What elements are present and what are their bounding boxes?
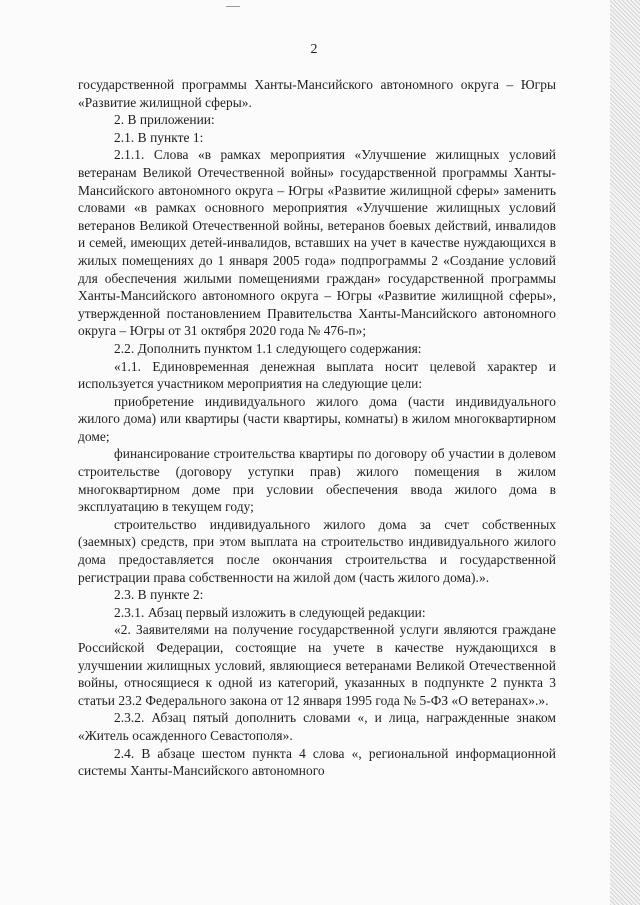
- paragraph-applicants: «2. Заявителями на получение государственной услуги являются граждане Российской Федерации, состоящие на учете в качестве нуждающихся в улучшении жилищных условий, являющиеся ветеранами Великой Отечественной войны, относящиеся к одной из категорий, указанных в подпункте 2 пункта 3 статьи 23.2 Федерального закона от 12 января 1995 года № 5-ФЗ «О ветеранах».».: [78, 622, 556, 708]
- paragraph-2-3-2: 2.3.2. Абзац пятый дополнить словами «, и лица, награжденные знаком «Житель осажденного Севастополя».: [78, 710, 556, 743]
- paragraph-1-1-quote: «1.1. Единовременная денежная выплата носит целевой характер и используется участником мероприятия на следующие цели:: [78, 358, 556, 392]
- paragraph-2-3: 2.3. В пункте 2:: [114, 587, 204, 603]
- paragraph-2-1-1: 2.1.1. Слова «в рамках мероприятия «Улучшение жилищных условий ветеранам Великой Отечественной войны» государственной программы Ханты-Мансийского автономного округа – Югры «Развитие жилищной сферы» заменить словами «в рамках основного мероприятия «Улучшение жилищных условий ветеранов Великой Отечественной войны, ветеранов боевых действий, инвалидов и семей, имеющих детей-инвалидов, вставших на учет в качестве нуждающихся в жилых помещениях до 1 января 2005 года» подпрограммы 2 «Создание условий для обеспечения жилыми помещениями граждан» государственной программы Ханты-Мансийского автономного округа – Югры «Развитие жилищной сферы», утвержденной постановлением Правительства Ханты-Мансийского автономного округа – Югры от 31 октября 2020 года № 476-п»;: [78, 147, 556, 339]
- paragraph-section-2: 2. В приложении:: [114, 112, 215, 128]
- page-number: 2: [310, 42, 318, 57]
- document-body: [78, 76, 556, 780]
- paragraph-purchase: приобретение индивидуального жилого дома (части индивидуального жилого дома) или квартиры (части квартиры, комнаты) в жилом многоквартирном доме;: [78, 393, 556, 444]
- paragraph-continuation: государственной программы Ханты-Мансийского автономного округа – Югры «Развитие жилищной сферы».: [78, 77, 556, 110]
- paragraph-financing: финансирование строительства квартиры по договору об участии в долевом строительстве (договору уступки прав) жилого помещения в жилом многоквартирном доме при условии обеспечения ввода жилого дома в эксплуатацию в текущем году;: [78, 446, 556, 515]
- scan-edge-shadow: [610, 0, 640, 905]
- paragraph-2-1: 2.1. В пункте 1:: [114, 129, 204, 145]
- paragraph-2-2: 2.2. Дополнить пунктом 1.1 следующего содержания:: [114, 340, 422, 356]
- paragraph-2-4: 2.4. В абзаце шестом пункта 4 слова «, региональной информационной системы Ханты-Мансийского автономного: [78, 745, 556, 779]
- paragraph-construction: строительство индивидуального жилого дома за счет собственных (заемных) средств, при этом выплата на строительство индивидуального жилого дома предоставляется после окончания строительства и государственной регистрации права собственности на жилой дом (часть жилого дома).».: [78, 516, 556, 585]
- scan-mark: [226, 6, 240, 7]
- paragraph-2-3-1: 2.3.1. Абзац первый изложить в следующей редакции:: [114, 604, 426, 620]
